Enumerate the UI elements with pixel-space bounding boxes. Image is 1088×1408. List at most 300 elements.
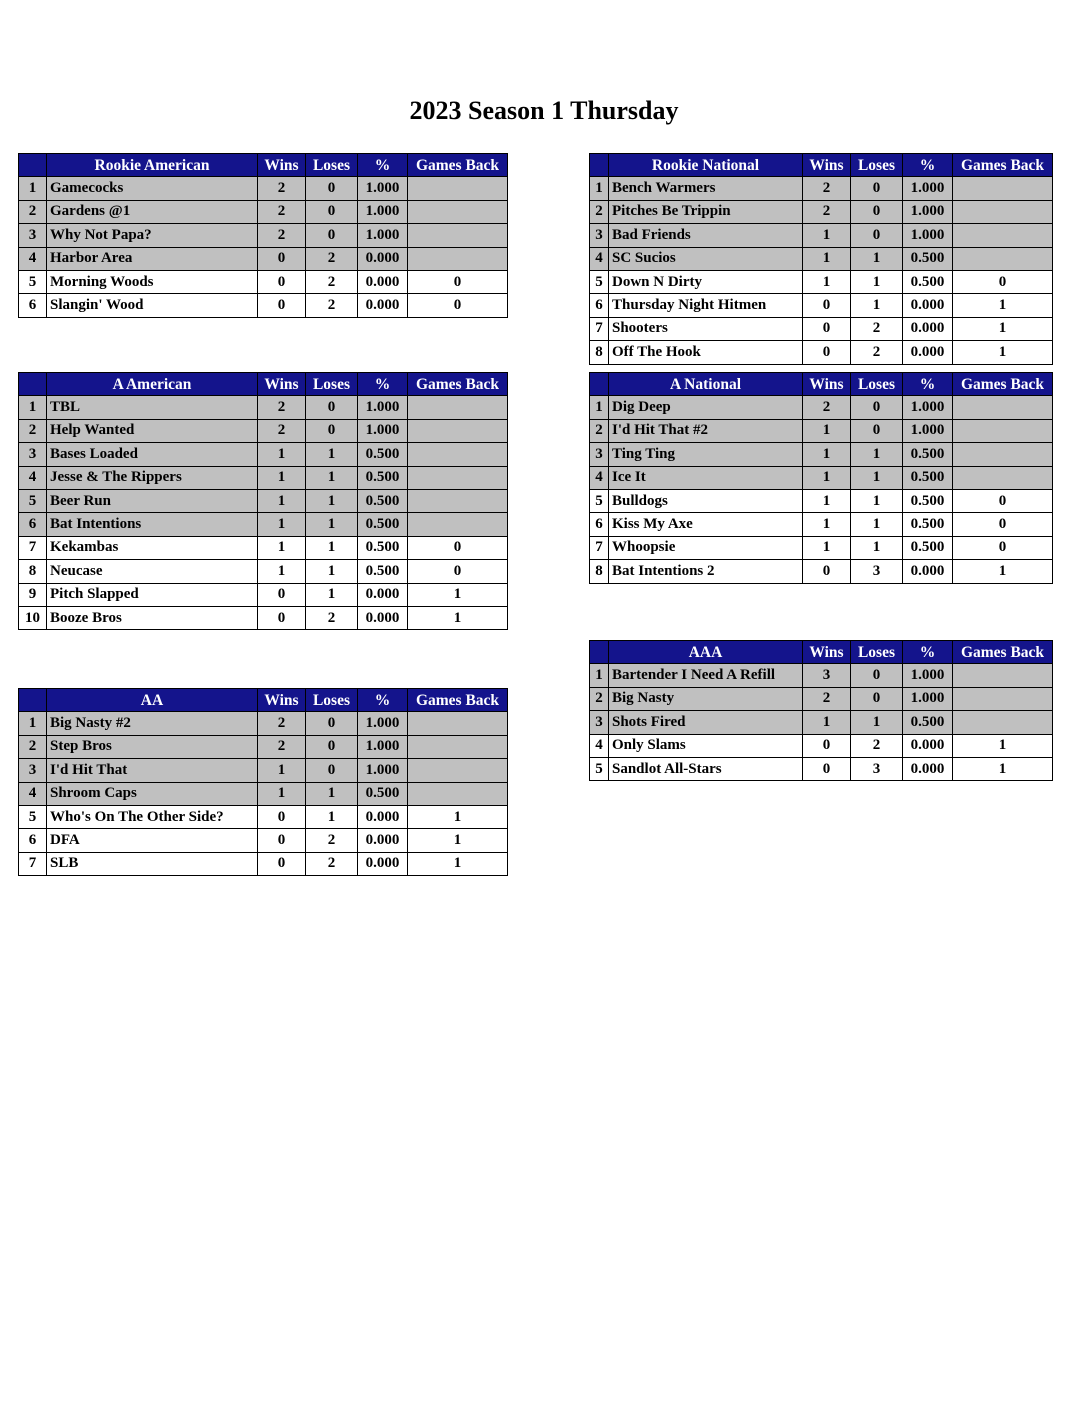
division-name: Rookie National — [609, 154, 803, 177]
pct-value: 0.000 — [358, 247, 408, 270]
wins-value: 2 — [803, 687, 851, 710]
loses-value: 2 — [306, 606, 358, 629]
team-name: Shots Fired — [609, 711, 803, 734]
table-header-row — [19, 373, 508, 396]
wins-value: 1 — [803, 443, 851, 466]
pct-value: 1.000 — [358, 200, 408, 223]
loses-value: 0 — [851, 687, 903, 710]
games-back-value: 1 — [953, 560, 1053, 583]
table-row — [590, 687, 1053, 710]
wins-value: 2 — [258, 712, 306, 735]
standings-table-a-american — [18, 372, 508, 630]
division-name: AA — [47, 689, 258, 712]
pct-value: 0.500 — [358, 536, 408, 559]
games-back-header: Games Back — [953, 373, 1053, 396]
pct-value: 1.000 — [358, 735, 408, 758]
rank-cell: 5 — [590, 489, 609, 512]
rank-cell: 8 — [590, 341, 609, 364]
team-name: Big Nasty — [609, 687, 803, 710]
loses-value: 1 — [851, 536, 903, 559]
rank-cell: 2 — [19, 200, 47, 223]
loses-value: 0 — [306, 735, 358, 758]
wins-value: 0 — [803, 757, 851, 780]
pct-value: 1.000 — [903, 396, 953, 419]
rank-header — [19, 154, 47, 177]
team-name: Morning Woods — [47, 270, 258, 293]
loses-value: 0 — [851, 419, 903, 442]
loses-value: 2 — [306, 294, 358, 317]
standings-table-a-national — [589, 372, 1053, 584]
wins-header: Wins — [258, 689, 306, 712]
table-row — [590, 341, 1053, 364]
table-row — [590, 294, 1053, 317]
rank-cell: 4 — [590, 466, 609, 489]
team-name: Jesse & The Rippers — [47, 466, 258, 489]
team-name: TBL — [47, 396, 258, 419]
loses-value: 1 — [306, 489, 358, 512]
table-row — [590, 177, 1053, 200]
games-back-value — [408, 224, 508, 247]
table-row — [590, 466, 1053, 489]
games-back-value — [408, 396, 508, 419]
pct-value: 0.000 — [903, 734, 953, 757]
pct-value: 0.500 — [903, 247, 953, 270]
pct-header: % — [358, 689, 408, 712]
rank-cell: 7 — [19, 852, 47, 875]
table-row — [590, 560, 1053, 583]
table-row — [590, 513, 1053, 536]
table-row — [19, 805, 508, 828]
team-name: Ice It — [609, 466, 803, 489]
table-row — [19, 200, 508, 223]
rank-cell: 6 — [590, 294, 609, 317]
wins-value: 2 — [258, 419, 306, 442]
team-name: Help Wanted — [47, 419, 258, 442]
wins-value: 1 — [803, 247, 851, 270]
table-row — [19, 466, 508, 489]
loses-value: 0 — [851, 396, 903, 419]
pct-value: 0.500 — [903, 270, 953, 293]
pct-value: 1.000 — [903, 687, 953, 710]
team-name: Big Nasty #2 — [47, 712, 258, 735]
games-back-value — [408, 466, 508, 489]
rank-cell: 3 — [590, 224, 609, 247]
team-name: Only Slams — [609, 734, 803, 757]
wins-value: 0 — [258, 583, 306, 606]
rank-header — [590, 373, 609, 396]
pct-value: 0.500 — [358, 466, 408, 489]
table-header-row — [19, 689, 508, 712]
pct-value: 0.500 — [358, 513, 408, 536]
games-back-value: 0 — [408, 294, 508, 317]
wins-header: Wins — [803, 154, 851, 177]
wins-value: 0 — [803, 317, 851, 340]
wins-value: 0 — [803, 341, 851, 364]
wins-value: 0 — [258, 852, 306, 875]
team-name: Beer Run — [47, 489, 258, 512]
rank-cell: 10 — [19, 606, 47, 629]
rank-cell: 7 — [590, 317, 609, 340]
wins-value: 1 — [258, 782, 306, 805]
pct-value: 0.000 — [903, 560, 953, 583]
team-name: Slangin' Wood — [47, 294, 258, 317]
wins-value: 2 — [803, 200, 851, 223]
loses-value: 1 — [306, 805, 358, 828]
loses-value: 0 — [306, 712, 358, 735]
team-name: Gamecocks — [47, 177, 258, 200]
wins-value: 0 — [258, 805, 306, 828]
table-row — [19, 852, 508, 875]
team-name: Bartender I Need A Refill — [609, 664, 803, 687]
table-header-row — [590, 641, 1053, 664]
table-row — [19, 513, 508, 536]
wins-value: 2 — [803, 177, 851, 200]
games-back-value: 1 — [953, 317, 1053, 340]
rank-cell: 6 — [19, 513, 47, 536]
table-row — [19, 829, 508, 852]
games-back-value — [408, 735, 508, 758]
team-name: Sandlot All-Stars — [609, 757, 803, 780]
team-name: Pitch Slapped — [47, 583, 258, 606]
table-row — [590, 396, 1053, 419]
games-back-value — [953, 687, 1053, 710]
table-row — [19, 782, 508, 805]
team-name: Booze Bros — [47, 606, 258, 629]
loses-header: Loses — [851, 373, 903, 396]
loses-value: 2 — [306, 270, 358, 293]
table-row — [19, 489, 508, 512]
loses-value: 0 — [306, 224, 358, 247]
loses-value: 0 — [851, 664, 903, 687]
games-back-value: 1 — [408, 606, 508, 629]
rank-cell: 3 — [19, 224, 47, 247]
games-back-value — [408, 443, 508, 466]
wins-value: 0 — [258, 247, 306, 270]
rank-cell: 2 — [590, 419, 609, 442]
pct-header: % — [358, 373, 408, 396]
loses-header: Loses — [306, 689, 358, 712]
table-row — [590, 200, 1053, 223]
table-row — [590, 757, 1053, 780]
rank-cell: 2 — [19, 735, 47, 758]
pct-value: 1.000 — [358, 712, 408, 735]
loses-value: 1 — [306, 536, 358, 559]
table-header-row — [19, 154, 508, 177]
wins-value: 2 — [258, 224, 306, 247]
games-back-value — [953, 419, 1053, 442]
team-name: Kekambas — [47, 536, 258, 559]
loses-header: Loses — [306, 154, 358, 177]
team-name: Dig Deep — [609, 396, 803, 419]
games-back-value — [408, 419, 508, 442]
wins-value: 1 — [803, 419, 851, 442]
pct-value: 0.000 — [358, 294, 408, 317]
table-row — [19, 177, 508, 200]
wins-value: 1 — [258, 560, 306, 583]
standings-table-aa — [18, 688, 508, 876]
rank-cell: 7 — [19, 536, 47, 559]
pct-value: 0.500 — [903, 536, 953, 559]
loses-value: 1 — [851, 466, 903, 489]
wins-value: 1 — [803, 711, 851, 734]
loses-value: 2 — [851, 341, 903, 364]
team-name: Bases Loaded — [47, 443, 258, 466]
rank-cell: 3 — [19, 759, 47, 782]
loses-value: 1 — [851, 513, 903, 536]
games-back-value: 0 — [408, 560, 508, 583]
pct-header: % — [903, 373, 953, 396]
rank-cell: 3 — [590, 443, 609, 466]
games-back-header: Games Back — [408, 154, 508, 177]
rank-cell: 5 — [19, 805, 47, 828]
loses-value: 0 — [306, 177, 358, 200]
rank-cell: 7 — [590, 536, 609, 559]
table-row — [19, 583, 508, 606]
rank-cell: 4 — [590, 247, 609, 270]
team-name: Why Not Papa? — [47, 224, 258, 247]
rank-cell: 3 — [19, 443, 47, 466]
loses-value: 2 — [306, 829, 358, 852]
table-row — [19, 270, 508, 293]
table-row — [19, 294, 508, 317]
games-back-value — [953, 177, 1053, 200]
wins-value: 2 — [258, 177, 306, 200]
wins-header: Wins — [258, 373, 306, 396]
loses-value: 1 — [851, 489, 903, 512]
pct-value: 0.500 — [903, 513, 953, 536]
team-name: Bad Friends — [609, 224, 803, 247]
rank-cell: 4 — [19, 247, 47, 270]
table-row — [19, 712, 508, 735]
wins-header: Wins — [803, 373, 851, 396]
loses-value: 2 — [851, 317, 903, 340]
wins-value: 1 — [258, 536, 306, 559]
pct-value: 0.000 — [358, 270, 408, 293]
pct-value: 1.000 — [358, 177, 408, 200]
team-name: I'd Hit That #2 — [609, 419, 803, 442]
team-name: Bat Intentions 2 — [609, 560, 803, 583]
wins-value: 0 — [803, 294, 851, 317]
team-name: I'd Hit That — [47, 759, 258, 782]
rank-cell: 1 — [590, 177, 609, 200]
games-back-value — [408, 513, 508, 536]
loses-value: 2 — [851, 734, 903, 757]
games-back-value — [408, 247, 508, 270]
games-back-value — [953, 664, 1053, 687]
team-name: Neucase — [47, 560, 258, 583]
division-name: Rookie American — [47, 154, 258, 177]
table-row — [590, 443, 1053, 466]
games-back-value: 1 — [953, 341, 1053, 364]
loses-value: 1 — [306, 583, 358, 606]
pct-value: 1.000 — [903, 177, 953, 200]
team-name: Down N Dirty — [609, 270, 803, 293]
table-row — [19, 443, 508, 466]
pct-header: % — [903, 641, 953, 664]
table-row — [590, 270, 1053, 293]
rank-cell: 6 — [590, 513, 609, 536]
pct-value: 0.500 — [358, 560, 408, 583]
pct-value: 1.000 — [358, 224, 408, 247]
table-row — [590, 711, 1053, 734]
rank-cell: 8 — [19, 560, 47, 583]
team-name: Pitches Be Trippin — [609, 200, 803, 223]
wins-value: 1 — [803, 466, 851, 489]
games-back-value: 0 — [408, 270, 508, 293]
pct-value: 0.000 — [903, 294, 953, 317]
loses-header: Loses — [306, 373, 358, 396]
wins-value: 0 — [803, 734, 851, 757]
table-row — [590, 317, 1053, 340]
table-row — [590, 419, 1053, 442]
division-name: A National — [609, 373, 803, 396]
games-back-value — [408, 489, 508, 512]
loses-value: 0 — [306, 396, 358, 419]
games-back-value — [408, 759, 508, 782]
loses-value: 1 — [851, 247, 903, 270]
rank-header — [19, 373, 47, 396]
rank-cell: 4 — [19, 466, 47, 489]
team-name: DFA — [47, 829, 258, 852]
wins-value: 1 — [803, 224, 851, 247]
wins-value: 0 — [803, 560, 851, 583]
games-back-value: 1 — [953, 734, 1053, 757]
table-row — [19, 224, 508, 247]
wins-header: Wins — [803, 641, 851, 664]
pct-value: 0.000 — [358, 606, 408, 629]
team-name: Kiss My Axe — [609, 513, 803, 536]
games-back-value — [953, 247, 1053, 270]
loses-value: 0 — [851, 224, 903, 247]
wins-value: 0 — [258, 606, 306, 629]
table-header-row — [590, 154, 1053, 177]
wins-value: 1 — [803, 536, 851, 559]
team-name: Bulldogs — [609, 489, 803, 512]
rank-header — [590, 154, 609, 177]
wins-value: 2 — [803, 396, 851, 419]
wins-value: 2 — [258, 200, 306, 223]
loses-value: 1 — [306, 560, 358, 583]
games-back-value: 1 — [408, 852, 508, 875]
rank-cell: 6 — [19, 829, 47, 852]
table-row — [590, 489, 1053, 512]
games-back-value: 1 — [953, 294, 1053, 317]
loses-value: 1 — [306, 466, 358, 489]
games-back-value — [953, 200, 1053, 223]
team-name: Whoopsie — [609, 536, 803, 559]
table-row — [19, 735, 508, 758]
loses-value: 0 — [851, 200, 903, 223]
wins-value: 1 — [803, 513, 851, 536]
table-row — [19, 606, 508, 629]
games-back-value — [953, 711, 1053, 734]
team-name: Shroom Caps — [47, 782, 258, 805]
games-back-value — [408, 782, 508, 805]
games-back-value — [408, 177, 508, 200]
pct-value: 1.000 — [358, 759, 408, 782]
wins-value: 0 — [258, 294, 306, 317]
games-back-value — [953, 224, 1053, 247]
games-back-value: 0 — [408, 536, 508, 559]
table-header-row — [590, 373, 1053, 396]
team-name: Bat Intentions — [47, 513, 258, 536]
pct-value: 0.000 — [358, 805, 408, 828]
team-name: Harbor Area — [47, 247, 258, 270]
team-name: Shooters — [609, 317, 803, 340]
games-back-value — [408, 712, 508, 735]
table-row — [19, 560, 508, 583]
games-back-value: 1 — [408, 829, 508, 852]
games-back-header: Games Back — [953, 641, 1053, 664]
rank-cell: 1 — [590, 664, 609, 687]
rank-cell: 2 — [590, 200, 609, 223]
standings-table-aaa — [589, 640, 1053, 781]
table-row — [19, 419, 508, 442]
pct-value: 1.000 — [358, 419, 408, 442]
rank-cell: 1 — [19, 177, 47, 200]
games-back-header: Games Back — [953, 154, 1053, 177]
loses-header: Loses — [851, 154, 903, 177]
table-row — [19, 759, 508, 782]
loses-value: 0 — [306, 759, 358, 782]
wins-value: 1 — [258, 466, 306, 489]
division-name: AAA — [609, 641, 803, 664]
wins-value: 1 — [258, 489, 306, 512]
wins-value: 1 — [803, 489, 851, 512]
wins-value: 2 — [258, 735, 306, 758]
loses-value: 1 — [306, 513, 358, 536]
pct-value: 0.500 — [903, 466, 953, 489]
pct-header: % — [358, 154, 408, 177]
rank-cell: 1 — [19, 396, 47, 419]
loses-value: 1 — [306, 443, 358, 466]
team-name: SLB — [47, 852, 258, 875]
standings-table-rookie-national — [589, 153, 1053, 365]
rank-cell: 5 — [590, 757, 609, 780]
games-back-value: 0 — [953, 536, 1053, 559]
wins-value: 2 — [258, 396, 306, 419]
pct-value: 0.000 — [903, 317, 953, 340]
loses-value: 1 — [851, 443, 903, 466]
loses-value: 0 — [851, 177, 903, 200]
pct-value: 0.000 — [358, 583, 408, 606]
team-name: Ting Ting — [609, 443, 803, 466]
table-row — [19, 396, 508, 419]
table-row — [590, 664, 1053, 687]
wins-header: Wins — [258, 154, 306, 177]
team-name: SC Sucios — [609, 247, 803, 270]
page-title: 2023 Season 1 Thursday — [409, 96, 679, 125]
games-back-header: Games Back — [408, 373, 508, 396]
loses-value: 1 — [851, 270, 903, 293]
pct-value: 1.000 — [903, 419, 953, 442]
pct-value: 1.000 — [903, 664, 953, 687]
table-row — [590, 536, 1053, 559]
games-back-value — [953, 396, 1053, 419]
team-name: Bench Warmers — [609, 177, 803, 200]
team-name: Step Bros — [47, 735, 258, 758]
games-back-value: 1 — [408, 805, 508, 828]
loses-header: Loses — [851, 641, 903, 664]
rank-cell: 5 — [590, 270, 609, 293]
games-back-value — [953, 466, 1053, 489]
loses-value: 0 — [306, 419, 358, 442]
loses-value: 1 — [306, 782, 358, 805]
rank-cell: 4 — [590, 734, 609, 757]
rank-header — [19, 689, 47, 712]
pct-header: % — [903, 154, 953, 177]
loses-value: 0 — [306, 200, 358, 223]
